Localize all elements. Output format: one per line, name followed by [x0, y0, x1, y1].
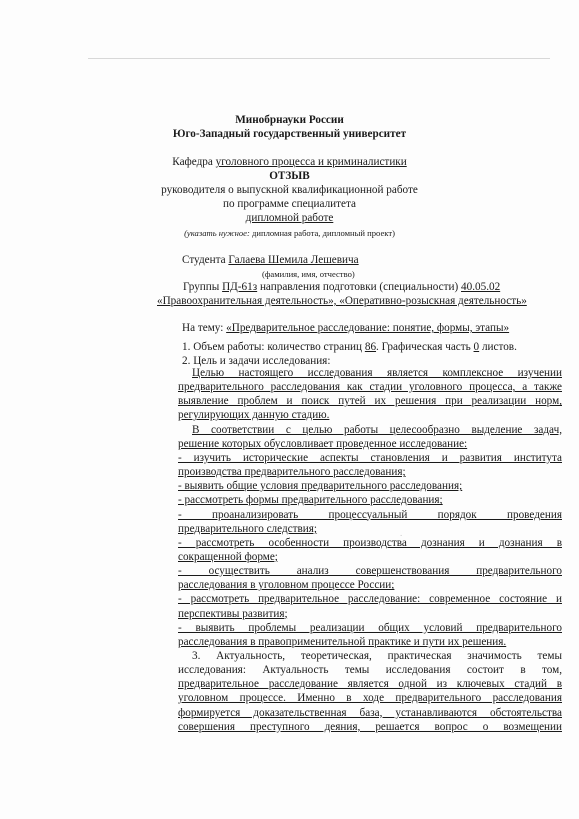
body-line: сокращенной форме;: [178, 550, 278, 563]
student-label: Студента: [182, 254, 229, 266]
department-name: уголовного процесса и криминалистики: [215, 156, 407, 168]
volume-mid: . Графическая часть: [376, 341, 474, 353]
body-line: - проанализировать процессуальный порядок проведения: [178, 508, 562, 521]
body-line: совершения преступного деяния, решается вопрос о возмещении: [178, 720, 562, 733]
department-line: [0, 156, 579, 169]
body-line: - рассмотреть предварительное расследование: современное состояние и: [178, 593, 562, 606]
body-line: перспективы развития;: [178, 607, 288, 620]
body-line: расследования в уголовном процессе России;: [178, 579, 395, 592]
body-line: - выявить проблемы реализации общих условий предварительного: [178, 621, 562, 634]
body-line: предварительное расследование является одной из ключевых стадий в: [178, 678, 562, 691]
specialization: «Правоохранительная деятельность», «Оперативно-розыскная деятельность»: [157, 295, 527, 307]
body-line: выявление проблем и поиск путей их решения при реализации норм,: [178, 395, 562, 408]
body-line: предварительного следствия;: [178, 522, 318, 535]
graphic-count: 0: [473, 341, 480, 353]
body-line: расследования в правоприменительной практике и пути их решения.: [178, 635, 507, 648]
student-line: [182, 254, 359, 267]
ministry-heading: Минобрнауки России: [235, 114, 344, 126]
body-line: производства предварительного расследования;: [178, 466, 406, 479]
direction-label: направления подготовки (специальности): [257, 281, 462, 293]
topic-label: На тему:: [182, 322, 227, 334]
scan-edge-line: [88, 58, 550, 59]
body-line: - изучить исторические аспекты становления и развития института: [178, 451, 562, 464]
topic-value: «Предварительное расследование: понятие, формы, этапы»: [226, 322, 510, 334]
hint-italic: (указать нужное:: [184, 228, 250, 238]
section-1-volume: [182, 341, 517, 354]
body-line: В соответствии с целью работы целесообразно выделение задач,: [192, 423, 562, 436]
group-value: ПД-61з: [222, 281, 258, 293]
bleed-through-mark: .: [400, 528, 403, 538]
direction-code: 40.05.02: [461, 281, 501, 293]
student-caption: (фамилия, имя, отчество): [262, 269, 355, 279]
body-line: решение которых обусловливает проведенное исследование:: [178, 437, 468, 450]
topic-line: [182, 322, 509, 335]
body-line: уголовном процессе. Именно в ходе предварительного расследования: [178, 692, 562, 705]
body-line: исследования: Актуальность темы исследования состоит в том,: [178, 664, 562, 677]
subtitle-line-1: руководителя о выпускной квалификационной работе: [161, 184, 418, 196]
volume-post: листов.: [479, 341, 517, 353]
body-line: Целью настоящего исследования является комплексное изучении: [192, 367, 562, 379]
work-type: дипломной работе: [245, 212, 334, 224]
body-line: - выявить общие условия предварительного расследования;: [178, 480, 463, 493]
section-2-title: 2. Цель и задачи исследования:: [182, 355, 331, 367]
body-line: формируется доказательственная база, устанавливаются обстоятельства: [178, 706, 562, 719]
document-title: ОТЗЫВ: [269, 170, 310, 182]
volume-pre: 1. Объем работы: количество страниц: [182, 341, 365, 353]
group-label: Группы: [183, 281, 223, 293]
subtitle-line-2: по программе специалитета: [223, 198, 356, 210]
body-line: - осуществить анализ совершенствования предварительного: [178, 565, 562, 578]
body-line: - рассмотреть особенности производства дознания и дознания в: [178, 536, 562, 549]
work-type-hint: [0, 227, 579, 240]
student-name: Галаева Шемила Лешевича: [228, 254, 359, 266]
body-line: предварительного расследования как стадии уголовного процесса, а также: [178, 381, 562, 394]
department-prefix: Кафедра: [172, 156, 216, 168]
body-line: регулирующих данную стадию.: [178, 409, 330, 422]
page-count: 86: [364, 341, 377, 353]
university-heading: Юго-Западный государственный университет: [172, 128, 407, 140]
body-line: - рассмотреть формы предварительного расследования;: [178, 494, 443, 507]
body-line: 3. Актуальность, теоретическая, практическая значимость темы: [192, 650, 562, 662]
group-line: [183, 281, 500, 294]
hint-rest: дипломная работа, дипломный проект): [249, 228, 395, 238]
